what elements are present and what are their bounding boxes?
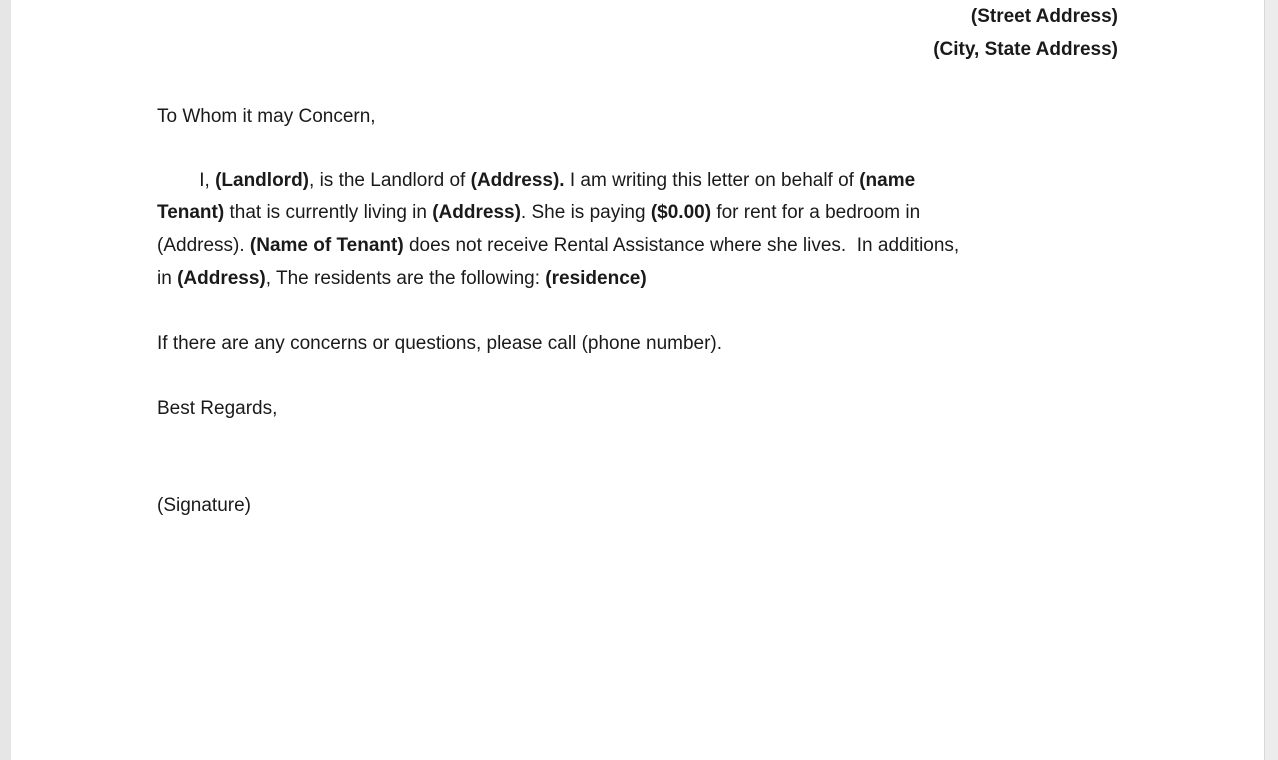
placeholder-field: Tenant) <box>157 202 225 223</box>
placeholder-field: (Landlord) <box>215 170 310 191</box>
body-line <box>157 169 915 193</box>
placeholder-field: (Address) <box>432 202 521 223</box>
city-state-address: (City, State Address) <box>933 39 1118 60</box>
body-text: I am writing this letter on behalf of <box>564 170 860 191</box>
body-text: does not receive Rental Assistance where she lives. In additions, <box>403 235 960 256</box>
salutation: To Whom it may Concern, <box>157 106 376 127</box>
scrollbar-track[interactable] <box>1264 0 1278 760</box>
body-text: for rent for a bedroom in <box>711 202 921 223</box>
body-text: . She is paying <box>520 202 651 223</box>
body-text: in <box>157 268 178 289</box>
body-text: , The residents are the following: <box>265 268 546 289</box>
contact-line: If there are any concerns or questions, please call (phone number). <box>157 333 723 354</box>
placeholder-field: (Address). <box>470 170 565 191</box>
placeholder-field: (name <box>859 170 916 191</box>
body-line <box>157 201 920 225</box>
placeholder-field: (Name of Tenant) <box>249 235 404 256</box>
signature: (Signature) <box>157 495 251 516</box>
placeholder-field: (residence) <box>545 268 647 289</box>
street-address: (Street Address) <box>970 6 1118 27</box>
body-text: that is currently living in <box>224 202 433 223</box>
closing: Best Regards, <box>157 398 278 419</box>
body-text: I, <box>157 170 216 191</box>
placeholder-field: (Address) <box>177 268 266 289</box>
body-line <box>157 267 647 291</box>
body-text: , is the Landlord of <box>309 170 471 191</box>
placeholder-field: ($0.00) <box>650 202 712 223</box>
body-line <box>157 234 959 258</box>
body-text: (Address). <box>157 235 250 256</box>
